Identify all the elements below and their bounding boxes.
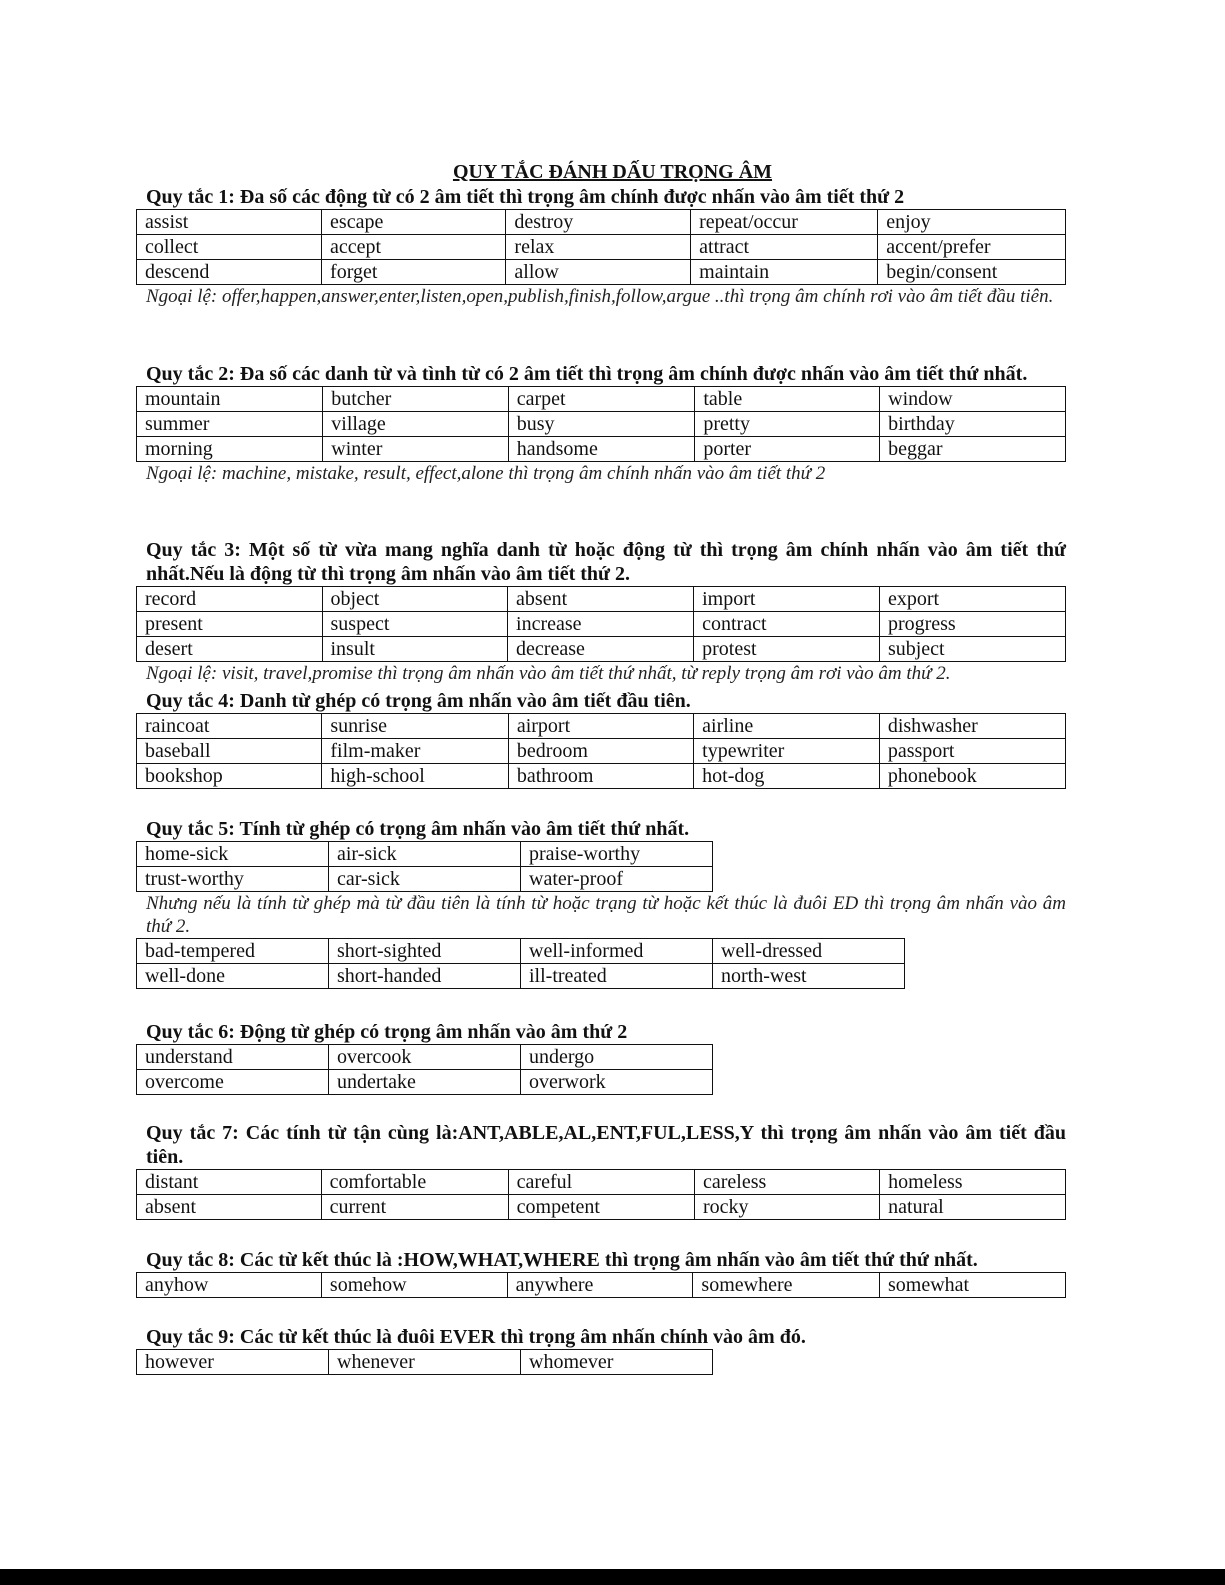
word-cell: export — [879, 587, 1065, 612]
word-cell: relax — [506, 235, 691, 260]
exception-note: Ngoại lệ: visit, travel,promise thì trọng âm nhấn vào âm tiết thứ nhất, từ reply trọng âm rơi vào âm thứ 2. — [146, 663, 951, 684]
table-row — [137, 387, 1066, 412]
word-cell: absent — [137, 1195, 322, 1220]
rule-heading: Quy tắc 6: Động từ ghép có trọng âm nhấn vào âm thứ 2 — [146, 1021, 628, 1043]
word-cell: understand — [137, 1045, 329, 1070]
word-cell: descend — [137, 260, 322, 285]
table-row — [137, 612, 1066, 637]
word-cell: well-dressed — [713, 939, 905, 964]
word-table — [136, 586, 1066, 662]
word-cell: allow — [506, 260, 691, 285]
word-cell: winter — [323, 437, 508, 462]
word-cell: import — [694, 587, 880, 612]
word-cell: somewhat — [879, 1273, 1065, 1298]
word-cell: praise-worthy — [521, 842, 713, 867]
table-row — [137, 260, 1066, 285]
rule-2-section — [146, 362, 1066, 485]
rule-heading: Quy tắc 5: Tính từ ghép có trọng âm nhấn vào âm tiết thứ nhất. — [146, 818, 690, 840]
word-table — [136, 713, 1066, 789]
word-cell: window — [880, 387, 1066, 412]
word-cell: contract — [694, 612, 880, 637]
word-cell: protest — [694, 637, 880, 662]
word-cell: comfortable — [321, 1170, 508, 1195]
table-row — [137, 210, 1066, 235]
word-cell: escape — [322, 210, 506, 235]
table-row — [137, 1070, 713, 1095]
table-row — [137, 867, 713, 892]
table-row — [137, 964, 905, 989]
word-cell: distant — [137, 1170, 322, 1195]
word-table — [136, 841, 713, 892]
word-cell: assist — [137, 210, 322, 235]
table-row — [137, 412, 1066, 437]
word-cell: short-handed — [329, 964, 521, 989]
word-cell: careful — [508, 1170, 694, 1195]
exception-note: Ngoại lệ: offer,happen,answer,enter,listen,open,publish,finish,follow,argue ..thì trọng âm chính rơi vào âm tiết đầu tiên. — [146, 286, 1054, 307]
word-cell: overwork — [521, 1070, 713, 1095]
table-row — [137, 1350, 713, 1375]
word-cell: however — [137, 1350, 329, 1375]
word-cell: air-sick — [329, 842, 521, 867]
word-cell: mountain — [137, 387, 323, 412]
rule-4-section — [146, 689, 1066, 789]
word-cell: undergo — [521, 1045, 713, 1070]
word-cell: baseball — [137, 739, 322, 764]
word-cell: home-sick — [137, 842, 329, 867]
table-row — [137, 842, 713, 867]
word-cell: ill-treated — [521, 964, 713, 989]
word-table — [136, 1044, 713, 1095]
rule-heading: Quy tắc 3: Một số từ vừa mang nghĩa danh từ hoặc động từ thì trọng âm chính nhấn vào âm tiết thứ nhất.Nếu là động từ thì trọng âm nhấn vào âm tiết thứ 2. — [146, 539, 1066, 585]
word-cell: high-school — [322, 764, 508, 789]
rule-heading: Quy tắc 2: Đa số các danh từ và tình từ có 2 âm tiết thì trọng âm chính được nhấn vào âm tiết thứ nhất. — [146, 363, 1028, 385]
word-cell: undertake — [329, 1070, 521, 1095]
table-row — [137, 587, 1066, 612]
word-cell: film-maker — [322, 739, 508, 764]
word-cell: typewriter — [694, 739, 880, 764]
word-cell: increase — [508, 612, 694, 637]
word-table — [136, 1349, 713, 1375]
word-cell: car-sick — [329, 867, 521, 892]
word-cell: competent — [508, 1195, 694, 1220]
table-row — [137, 764, 1066, 789]
word-cell: whenever — [329, 1350, 521, 1375]
word-cell: subject — [879, 637, 1065, 662]
word-cell: phonebook — [879, 764, 1065, 789]
word-cell: water-proof — [521, 867, 713, 892]
word-cell: airport — [508, 714, 693, 739]
word-cell: maintain — [691, 260, 878, 285]
page-title: QUY TẮC ĐÁNH DẤU TRỌNG ÂM — [452, 161, 773, 183]
word-cell: careless — [694, 1170, 879, 1195]
rule-5-section — [146, 817, 1066, 989]
exception-note: Nhưng nếu là tính từ ghép mà từ đầu tiên là tính từ hoặc trạng từ hoặc kết thúc là đuôi ED thì trọng âm nhấn vào âm thứ 2. — [146, 893, 1066, 937]
rule-6-section — [146, 1020, 1066, 1095]
word-cell: porter — [695, 437, 880, 462]
word-cell: record — [137, 587, 323, 612]
rule-heading: Quy tắc 1: Đa số các động từ có 2 âm tiết thì trọng âm chính được nhấn vào âm tiết thứ 2 — [146, 186, 905, 208]
table-row — [137, 1273, 1066, 1298]
word-table — [136, 209, 1066, 285]
word-cell: table — [695, 387, 880, 412]
word-cell: absent — [508, 587, 694, 612]
word-cell: butcher — [323, 387, 508, 412]
word-cell: anywhere — [507, 1273, 693, 1298]
word-cell: bad-tempered — [137, 939, 329, 964]
word-cell: somewhere — [693, 1273, 880, 1298]
word-cell: overcome — [137, 1070, 329, 1095]
word-table — [136, 1169, 1066, 1220]
word-cell: hot-dog — [694, 764, 880, 789]
word-cell: trust-worthy — [137, 867, 329, 892]
word-cell: carpet — [508, 387, 695, 412]
word-cell: enjoy — [878, 210, 1066, 235]
table-row — [137, 637, 1066, 662]
word-cell: homeless — [880, 1170, 1066, 1195]
word-cell: beggar — [880, 437, 1066, 462]
table-row — [137, 939, 905, 964]
rule-1-section — [146, 185, 1066, 308]
word-cell: anyhow — [137, 1273, 322, 1298]
word-cell: north-west — [713, 964, 905, 989]
word-cell: bedroom — [508, 739, 693, 764]
rule-heading: Quy tắc 7: Các tính từ tận cùng là:ANT,ABLE,AL,ENT,FUL,LESS,Y thì trọng âm nhấn vào âm tiết đầu tiên. — [146, 1122, 1066, 1168]
table-row — [137, 714, 1066, 739]
table-row — [137, 739, 1066, 764]
word-cell: sunrise — [322, 714, 508, 739]
word-cell: morning — [137, 437, 323, 462]
word-cell: village — [323, 412, 508, 437]
word-cell: raincoat — [137, 714, 322, 739]
table-row — [137, 1195, 1066, 1220]
word-cell: well-done — [137, 964, 329, 989]
rule-9-section — [146, 1325, 1066, 1375]
table-row — [137, 1045, 713, 1070]
word-cell: present — [137, 612, 323, 637]
word-cell: rocky — [694, 1195, 879, 1220]
word-table — [136, 938, 905, 989]
word-cell: somehow — [321, 1273, 507, 1298]
word-cell: handsome — [508, 437, 695, 462]
word-cell: busy — [508, 412, 695, 437]
page-bottom-edge — [0, 1569, 1225, 1585]
word-cell: collect — [137, 235, 322, 260]
word-cell: object — [322, 587, 508, 612]
word-cell: current — [321, 1195, 508, 1220]
word-cell: accent/prefer — [878, 235, 1066, 260]
rule-3-section — [146, 538, 1066, 685]
rule-8-section — [146, 1248, 1066, 1298]
word-table — [136, 386, 1066, 462]
rule-7-section — [146, 1121, 1066, 1220]
word-cell: bathroom — [508, 764, 693, 789]
word-cell: forget — [322, 260, 506, 285]
word-cell: summer — [137, 412, 323, 437]
word-cell: destroy — [506, 210, 691, 235]
word-cell: pretty — [695, 412, 880, 437]
word-cell: whomever — [521, 1350, 713, 1375]
word-cell: attract — [691, 235, 878, 260]
word-table — [136, 1272, 1066, 1298]
word-cell: dishwasher — [879, 714, 1065, 739]
word-cell: passport — [879, 739, 1065, 764]
word-cell: natural — [880, 1195, 1066, 1220]
word-cell: repeat/occur — [691, 210, 878, 235]
word-cell: airline — [694, 714, 880, 739]
word-cell: accept — [322, 235, 506, 260]
word-cell: short-sighted — [329, 939, 521, 964]
table-row — [137, 235, 1066, 260]
word-cell: begin/consent — [878, 260, 1066, 285]
table-row — [137, 1170, 1066, 1195]
word-cell: birthday — [880, 412, 1066, 437]
word-cell: overcook — [329, 1045, 521, 1070]
word-cell: desert — [137, 637, 323, 662]
table-row — [137, 437, 1066, 462]
exception-note: Ngoại lệ: machine, mistake, result, effect,alone thì trọng âm chính nhấn vào âm tiết thứ 2 — [146, 463, 826, 484]
word-cell: progress — [879, 612, 1065, 637]
word-cell: well-informed — [521, 939, 713, 964]
word-cell: suspect — [322, 612, 508, 637]
rule-heading: Quy tắc 4: Danh từ ghép có trọng âm nhấn vào âm tiết đầu tiên. — [146, 690, 691, 712]
rule-heading: Quy tắc 8: Các từ kết thúc là :HOW,WHAT,WHERE thì trọng âm nhấn vào âm tiết thứ thứ nhất. — [146, 1249, 978, 1271]
word-cell: decrease — [508, 637, 694, 662]
word-cell: insult — [322, 637, 508, 662]
word-cell: bookshop — [137, 764, 322, 789]
rule-heading: Quy tắc 9: Các từ kết thúc là đuôi EVER thì trọng âm nhấn chính vào âm đó. — [146, 1326, 806, 1348]
